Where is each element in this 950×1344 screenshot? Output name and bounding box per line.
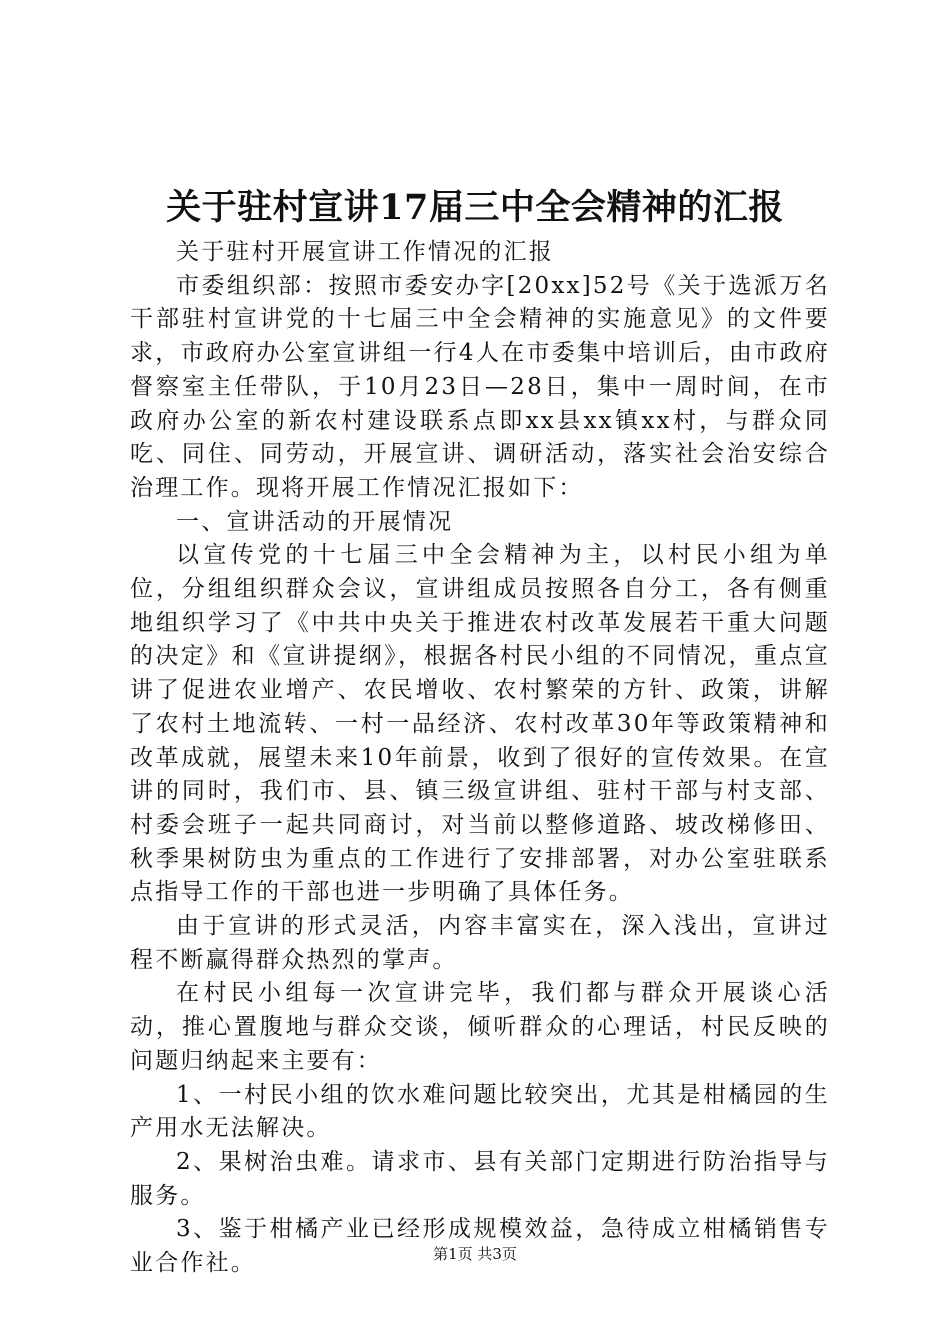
list-item: 2、果树治虫难。请求市、县有关部门定期进行防治指导与服务。 — [130, 1148, 830, 1209]
document-body — [130, 236, 830, 1281]
body-paragraph: 在村民小组每一次宣讲完毕，我们都与群众开展谈心活动，推心置腹地与群众交谈，倾听群众的心理话，村民反映的问题归纳起来主要有： — [130, 980, 830, 1074]
body-paragraph: 市委组织部：按照市委安办字[20xx]52号《关于选派万名干部驻村宣讲党的十七届三中全会精神的实施意见》的文件要求，市政府办公室宣讲组一行4人在市委集中培训后，由市政府督察室主任带队，于10月23日—28日，集中一周时间，在市政府办公室的新农村建设联系点即xx县xx镇xx村，与群众同吃、同住、同劳动，开展宣讲、调研活动，落实社会治安综合治理工作。现将开展工作情况汇报如下： — [130, 272, 830, 501]
body-paragraph: 以宣传党的十七届三中全会精神为主，以村民小组为单位，分组组织群众会议，宣讲组成员按照各自分工，各有侧重地组织学习了《中共中央关于推进农村改革发展若干重大问题的决定》和《宣讲提纲》，根据各村民小组的不同情况，重点宣讲了促进农业增产、农民增收、农村繁荣的方针、政策，讲解了农村土地流转、一村一品经济、农村改革30年等政策精神和改革成就，展望未来10年前景，收到了很好的宣传效果。在宣讲的同时，我们市、县、镇三级宣讲组、驻村干部与村支部、村委会班子一起共同商讨，对当前以整修道路、坡改梯修田、秋季果树防虫为重点的工作进行了安排部署，对办公室驻联系点指导工作的干部也进一步明确了具体任务。 — [130, 542, 830, 906]
list-item: 1、一村民小组的饮水难问题比较突出，尤其是柑橘园的生产用水无法解决。 — [130, 1081, 830, 1142]
list-item: 3、鉴于柑橘产业已经形成规模效益，急待成立柑橘销售专业合作社。 — [130, 1216, 830, 1277]
section-heading: 一、宣讲活动的开展情况 — [176, 508, 454, 535]
page-number: 第1页 共3页 — [433, 1245, 517, 1263]
body-paragraph: 由于宣讲的形式灵活，内容丰富实在，深入浅出，宣讲过程不断赢得群众热烈的掌声。 — [130, 913, 830, 973]
report-subtitle: 关于驻村开展宣讲工作情况的汇报 — [176, 239, 554, 265]
document-title: 关于驻村宣讲17届三中全会精神的汇报 — [166, 187, 784, 228]
